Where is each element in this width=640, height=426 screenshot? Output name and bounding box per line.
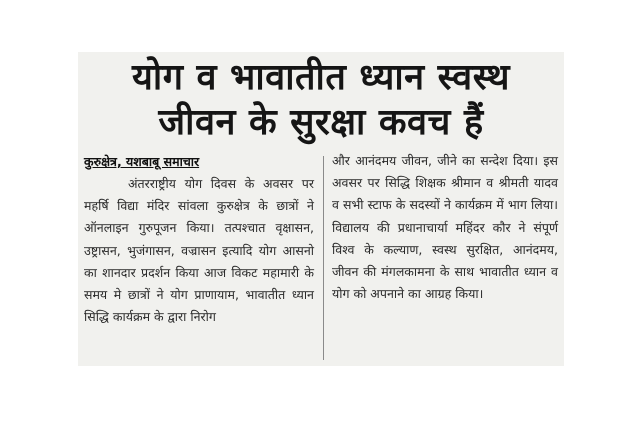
left-column: [84, 152, 314, 328]
right-column-text: और आनंदमय जीवन, जीने का सन्देश दिया। इस अवसर पर सिद्धि शिक्षक श्रीमान व श्रीमती यादव व सभी स्टाफ के सदस्यों ने कार्यक्रम में भाग लिया। विद्यालय की प्रधानाचार्या महिंदर कौर ने संपूर्ण विश्व के कल्याण, स्वस्थ सुरक्षित, आनंदमय, जीवन की मंगलकामना के साथ भावातीत ध्यान व योग को अपनाने का आग्रह किया।: [332, 153, 558, 302]
column-divider: [323, 156, 324, 360]
left-column-text: [84, 173, 314, 328]
headline: [78, 56, 564, 146]
newspaper-clipping: [78, 52, 564, 366]
right-column: [332, 150, 558, 305]
byline: कुरुक्षेत्र, यशबाबू समाचार: [84, 154, 200, 169]
headline-line-1: योग व भावातीत ध्यान स्वस्थ: [132, 57, 510, 98]
headline-line-2: जीवन के सुरक्षा कवच हैं: [158, 102, 484, 143]
left-column-body: अंतरराष्ट्रीय योग दिवस के अवसर पर महर्षि विद्या मंदिर सांवला कुरुक्षेत्र के छात्रों ने ऑनलाइन गुरुपूजन किया। तत्पश्चात वृक्षासन, उष्ट्रासन, भुजंगासन, वज्रासन इत्यादि योग आसनो का शानदार प्रदर्शन किया आज विकट महामारी के समय मे छात्रों ने योग प्राणायाम, भावातीत ध्यान सिद्धि कार्यक्रम के द्वारा निरोग: [84, 176, 314, 325]
